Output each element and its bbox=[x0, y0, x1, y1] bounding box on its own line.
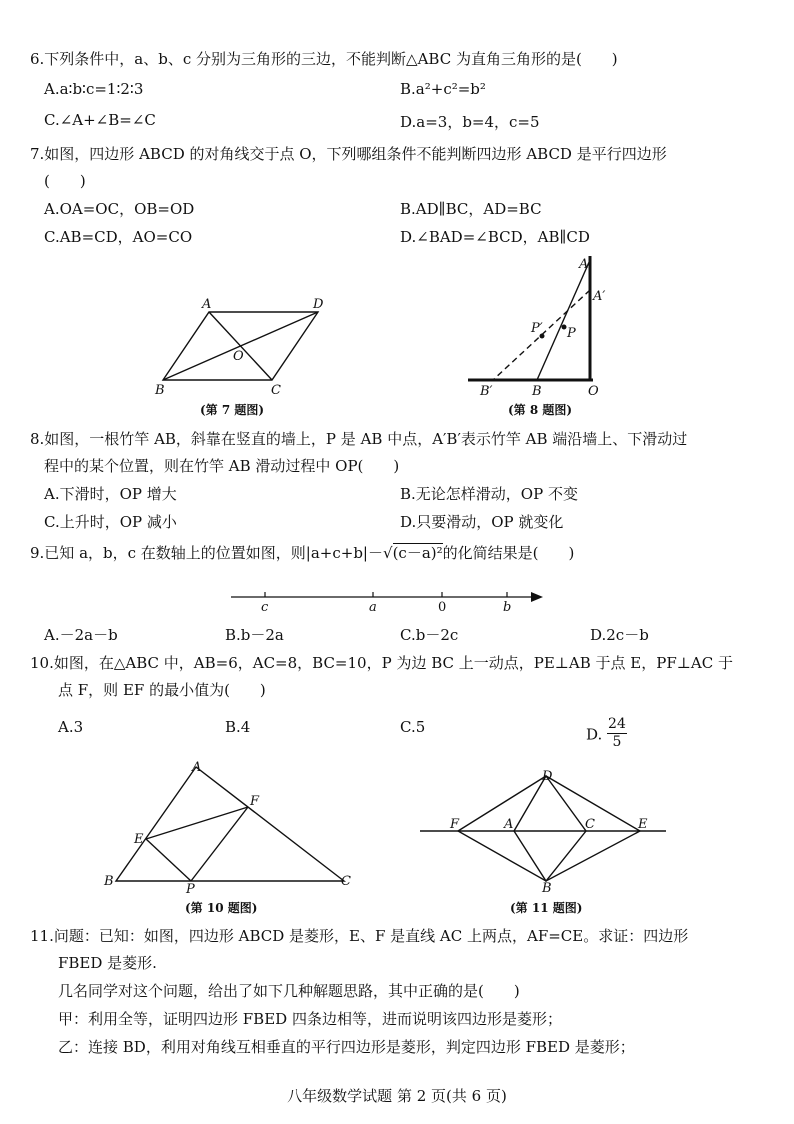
fig8-label-o: O bbox=[588, 384, 599, 399]
fig10-label-f: F bbox=[250, 794, 260, 809]
fig11-label-d: D bbox=[542, 769, 553, 784]
fig8-label-p: P bbox=[567, 326, 576, 341]
q8-option-b: B.无论怎样滑动，OP 不变 bbox=[400, 485, 578, 503]
axis-label-b: b bbox=[503, 600, 512, 615]
page-footer: 八年级数学试题 第 2 页(共 6 页) bbox=[287, 1087, 507, 1105]
fig11-label-b: B bbox=[542, 881, 552, 894]
q10-option-a: A.3 bbox=[58, 718, 84, 736]
q10-option-b: B.4 bbox=[225, 718, 251, 736]
q9-stem bbox=[30, 542, 574, 563]
q9-stem-start: 9.已知 a，b，c 在数轴上的位置如图，则|a+c+b|－ bbox=[30, 544, 383, 562]
q11-idea-yi: 乙：连接 BD，利用对角线互相垂直的平行四边形是菱形，判定四边形 FBED 是菱形； bbox=[58, 1038, 635, 1056]
fraction-numerator: 24 bbox=[608, 716, 626, 732]
q11-stem: 11.问题：已知：如图，四边形 ABCD 是菱形，E、F 是直线 AC 上两点，AF=CE。求证：四边形 bbox=[30, 927, 689, 945]
q9-number-line bbox=[225, 585, 555, 619]
q8-option-c: C.上升时，OP 减小 bbox=[44, 513, 177, 531]
q10-stem: 10.如图，在△ABC 中，AB=6，AC=8，BC=10，P 为边 BC 上一动点，PE⊥AB 于点 E，PF⊥AC 于 bbox=[30, 654, 733, 672]
q7-option-b: B.AD∥BC，AD=BC bbox=[400, 200, 542, 218]
fig11-label-c: C bbox=[585, 817, 595, 832]
fig10-label-b: B bbox=[104, 874, 114, 889]
fig7-label-o: O bbox=[233, 349, 244, 364]
q9-stem-end: 的化简结果是( ) bbox=[442, 544, 575, 562]
q11-prompt: 几名同学对这个问题，给出了如下几种解题思路，其中正确的是( ) bbox=[58, 982, 520, 1000]
q7-option-a: A.OA=OC，OB=OD bbox=[44, 200, 195, 218]
q6-option-c: C.∠A+∠B=∠C bbox=[44, 111, 156, 129]
q7-option-c: C.AB=CD，AO=CO bbox=[44, 228, 193, 246]
fig7-label-b: B bbox=[155, 383, 165, 398]
q10-option-d bbox=[586, 718, 627, 753]
axis-label-zero: 0 bbox=[438, 600, 447, 615]
fig11-label-e: E bbox=[638, 817, 648, 832]
fig10-label-p: P bbox=[186, 882, 195, 895]
fig7-label-d: D bbox=[313, 297, 324, 312]
q8-option-a: A.下滑时，OP 增大 bbox=[44, 485, 177, 503]
q10-option-c: C.5 bbox=[400, 718, 426, 736]
figure-10-triangle bbox=[98, 755, 358, 895]
figure-8-caption: (第 8 题图) bbox=[508, 403, 573, 417]
q9-option-d: D.2c－b bbox=[590, 626, 649, 644]
q8-stem: 8.如图，一根竹竿 AB，斜靠在竖直的墙上，P 是 AB 中点，A′B′表示竹竿 AB 端沿墙上、下滑动过 bbox=[30, 430, 688, 448]
figure-7-parallelogram bbox=[145, 290, 335, 402]
fig10-label-a: A bbox=[192, 760, 202, 775]
fig7-label-a: A bbox=[202, 297, 212, 312]
fig8-label-b-prime: B′ bbox=[480, 384, 493, 399]
fig11-label-f: F bbox=[450, 817, 460, 832]
figure-8-ladder bbox=[465, 252, 615, 400]
axis-label-a: a bbox=[369, 600, 377, 615]
q7-stem: 7.如图，四边形 ABCD 的对角线交于点 O，下列哪组条件不能判断四边形 ABCD 是平行四边形 bbox=[30, 145, 667, 163]
sqrt-sign: √ bbox=[383, 544, 393, 562]
q11-stem-line2: FBED 是菱形. bbox=[58, 954, 157, 972]
fig10-label-c: C bbox=[341, 874, 351, 889]
q8-stem-line2: 程中的某个位置，则在竹竿 AB 滑动过程中 OP( ) bbox=[44, 457, 400, 475]
q10-stem-line2: 点 F，则 EF 的最小值为( ) bbox=[58, 681, 266, 699]
q7-option-d: D.∠BAD=∠BCD，AB∥CD bbox=[400, 228, 590, 246]
figure-10-caption: (第 10 题图) bbox=[185, 901, 258, 915]
q6-stem: 6.下列条件中，a、b、c 分别为三角形的三边，不能判断△ABC 为直角三角形的是( ) bbox=[30, 50, 618, 68]
fig8-label-p-prime: P′ bbox=[531, 321, 543, 336]
q6-option-d: D.a=3，b=4，c=5 bbox=[400, 113, 540, 131]
q9-option-a: A.－2a－b bbox=[44, 626, 118, 644]
fig11-label-a: A bbox=[504, 817, 514, 832]
axis-label-c: c bbox=[261, 600, 269, 615]
fraction-denominator: 5 bbox=[612, 734, 622, 750]
q9-option-b: B.b－2a bbox=[225, 626, 284, 644]
fig7-label-c: C bbox=[271, 383, 281, 398]
q10-option-d-letter: D. bbox=[586, 725, 603, 744]
fig10-label-e: E bbox=[134, 832, 144, 847]
fig8-label-a-prime: A′ bbox=[593, 289, 606, 304]
figure-11-rhombus bbox=[418, 766, 668, 894]
fig8-label-b: B bbox=[532, 384, 542, 399]
q9-radicand: (c－a)² bbox=[392, 544, 443, 562]
q6-option-b: B.a²+c²=b² bbox=[400, 80, 486, 98]
q9-option-c: C.b－2c bbox=[400, 626, 459, 644]
q11-idea-jia: 甲：利用全等，证明四边形 FBED 四条边相等，进而说明该四边形是菱形； bbox=[58, 1010, 562, 1028]
figure-7-caption: (第 7 题图) bbox=[200, 403, 265, 417]
q7-stem-bracket: ( ) bbox=[44, 172, 86, 190]
fraction bbox=[607, 716, 627, 751]
fig8-label-a: A bbox=[579, 257, 589, 272]
q8-option-d: D.只要滑动，OP 就变化 bbox=[400, 513, 564, 531]
figure-11-caption: (第 11 题图) bbox=[510, 901, 583, 915]
q6-option-a: A.a∶b∶c=1∶2∶3 bbox=[44, 80, 144, 98]
